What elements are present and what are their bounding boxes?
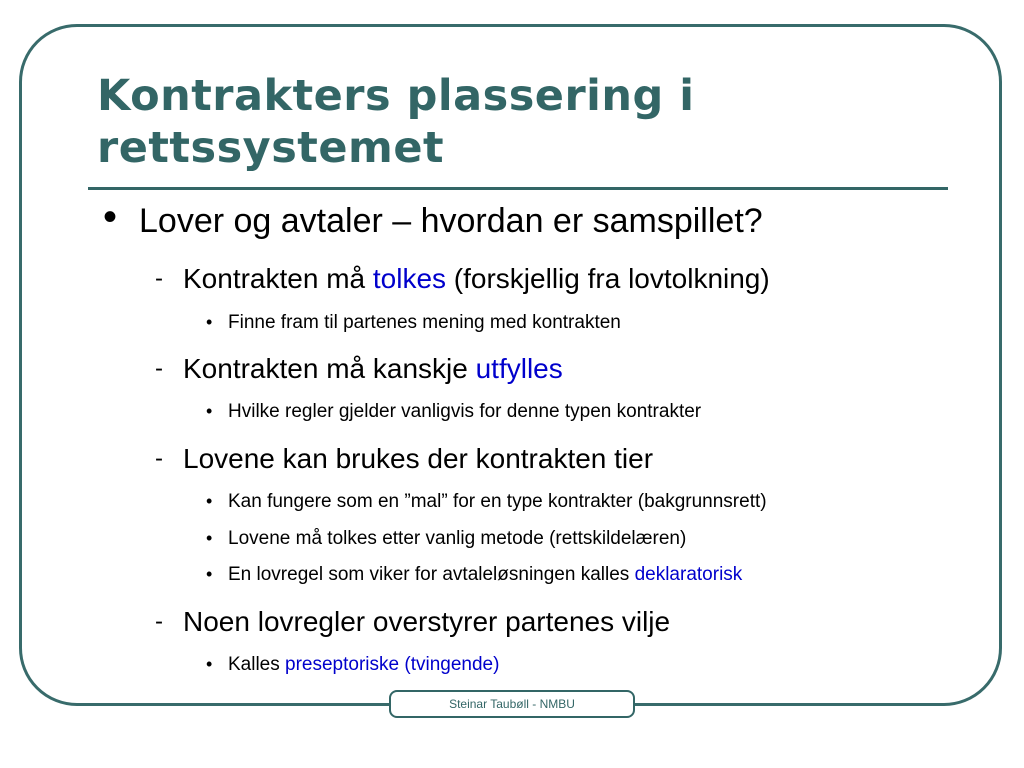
dash-icon: - bbox=[155, 265, 163, 292]
bullet-level-3 bbox=[206, 400, 702, 424]
bullet-dot-icon: • bbox=[206, 491, 213, 511]
highlight-term: utfylles bbox=[475, 353, 563, 384]
bullet-text: (forskjellig fra lovtolkning) bbox=[446, 263, 770, 294]
bullet-level-1 bbox=[103, 195, 763, 241]
bullet-text: Lover og avtaler – hvordan er samspillet? bbox=[139, 202, 763, 240]
bullet-text: Lovene kan brukes der kontrakten tier bbox=[183, 443, 654, 474]
bullet-text: Hvilke regler gjelder vanligvis for denne typen kontrakter bbox=[228, 401, 702, 422]
bullet-dot-icon: • bbox=[206, 564, 213, 584]
slide-title-line-2: rettssystemet bbox=[97, 123, 445, 173]
dash-icon: - bbox=[155, 355, 163, 382]
bullet-level-3 bbox=[206, 490, 767, 514]
footer-label: Steinar Taubøll - NMBU bbox=[389, 690, 635, 718]
bullet-level-2 bbox=[155, 262, 770, 296]
slide-title-line-1: Kontrakters plassering i bbox=[97, 71, 695, 121]
bullet-text: En lovregel som viker for avtaleløsningen kalles bbox=[228, 564, 635, 585]
highlight-term: deklaratorisk bbox=[634, 564, 743, 585]
bullet-level-3 bbox=[206, 563, 743, 587]
bullet-dot-icon: • bbox=[206, 654, 213, 674]
bullet-text: Kalles bbox=[228, 654, 286, 675]
bullet-level-2 bbox=[155, 442, 654, 476]
bullet-text: Noen lovregler overstyrer partenes vilje bbox=[183, 606, 671, 637]
bullet-level-2 bbox=[155, 605, 671, 639]
dash-icon: - bbox=[155, 608, 163, 635]
bullet-text: Kontrakten må kanskje bbox=[183, 353, 476, 384]
bullet-level-2 bbox=[155, 352, 563, 386]
slide-title bbox=[97, 70, 917, 174]
title-divider bbox=[88, 187, 948, 190]
bullet-level-3 bbox=[206, 311, 621, 335]
bullet-text: Kan fungere som en ”mal” for en type kontrakter (bakgrunnsrett) bbox=[228, 491, 767, 512]
bullet-text: Kontrakten må bbox=[183, 263, 373, 294]
bullet-dot-icon: • bbox=[206, 528, 213, 548]
bullet-dot-icon: • bbox=[206, 401, 213, 421]
dash-icon: - bbox=[155, 445, 163, 472]
bullet-dot-icon: • bbox=[206, 312, 213, 332]
bullet-text: Finne fram til partenes mening med kontrakten bbox=[228, 312, 621, 333]
bullet-text: Lovene må tolkes etter vanlig metode (rettskildelæren) bbox=[228, 528, 687, 549]
highlight-term: preseptoriske (tvingende) bbox=[285, 654, 500, 675]
bullet-level-3 bbox=[206, 653, 500, 677]
bullet-level-3 bbox=[206, 527, 687, 551]
highlight-term: tolkes bbox=[372, 263, 447, 294]
bullet-dot-icon: • bbox=[103, 195, 118, 239]
